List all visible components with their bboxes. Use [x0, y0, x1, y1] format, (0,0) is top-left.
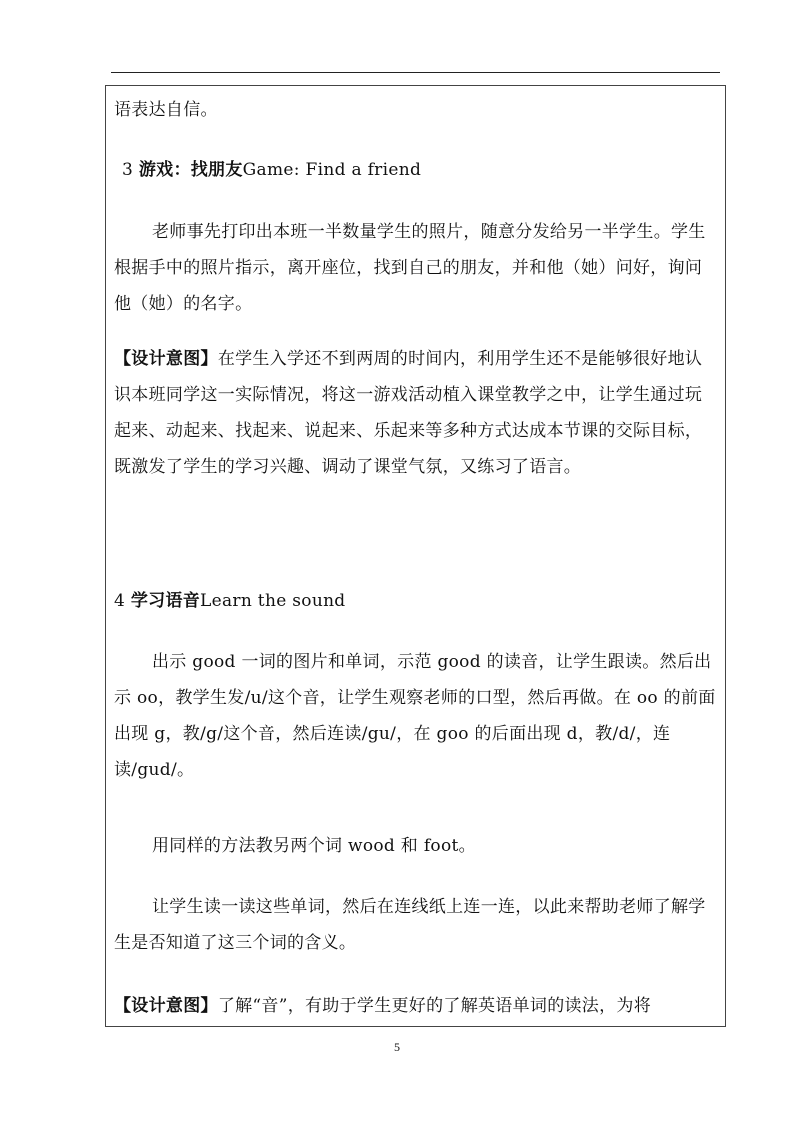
sound-section-heading — [114, 583, 717, 619]
game-paragraph-text: 老师事先打印出本班一半数量学生的照片，随意分发给另一半学生。学生根据手中的照片指示，离开座位，找到自己的朋友，并和他（她）问好，询问他（她）的名字。 — [114, 222, 706, 314]
game-section-number: 3 — [122, 160, 134, 180]
sound-section-title-en: Learn the sound — [200, 591, 346, 611]
page-number: 5 — [394, 1040, 400, 1054]
line-continuation-text: 语表达自信。 — [114, 100, 218, 120]
game-paragraph — [114, 214, 717, 322]
game-section-title-cn: 游戏：找朋友 — [138, 160, 243, 180]
design-intent-1 — [114, 341, 717, 485]
game-section-heading — [122, 152, 717, 188]
sound-paragraph-3-text: 让学生读一读这些单词，然后在连线纸上连一连，以此来帮助老师了解学生是否知道了这三个词的含义。 — [114, 897, 706, 953]
sound-section-number: 4 — [114, 591, 126, 611]
game-section-title-en: Game: Find a friend — [242, 160, 422, 180]
sound-paragraph-2-text: 用同样的方法教另两个词 wood 和 foot。 — [152, 836, 476, 856]
sound-paragraph-3 — [114, 889, 717, 961]
sound-paragraph-2 — [114, 828, 717, 864]
design-intent-1-text: 在学生入学还不到两周的时间内，利用学生还不是能够很好地认识本班同学这一实际情况，将这一游戏活动植入课堂教学之中，让学生通过玩起来、动起来、找起来、说起来、乐起来等多种方式达成本节课的交际目标，既激发了学生的学习兴趣、调动了课堂气氛，又练习了语言。 — [114, 349, 703, 477]
design-intent-2-label: 【设计意图】 — [114, 996, 218, 1016]
sound-paragraph-1 — [114, 644, 717, 788]
sound-section-title-cn: 学习语音 — [130, 591, 201, 611]
line-continuation — [114, 92, 717, 128]
design-intent-1-label: 【设计意图】 — [114, 349, 218, 369]
sound-paragraph-1-text: 出示 good 一词的图片和单词，示范 good 的读音，让学生跟读。然后出示 oo，教学生发/u/这个音，让学生观察老师的口型，然后再做。在 oo 的前面出现 g，教/g/这个音，然后连读/gu/，在 goo 的后面出现 d，教/d/，连读/gud/。 — [114, 652, 716, 780]
design-intent-2-text: 了解“音”，有助于学生更好的了解英语单词的读法，为将 — [217, 996, 651, 1016]
header-rule — [111, 72, 720, 73]
lesson-content-box — [105, 85, 726, 1027]
design-intent-2 — [114, 988, 717, 1024]
